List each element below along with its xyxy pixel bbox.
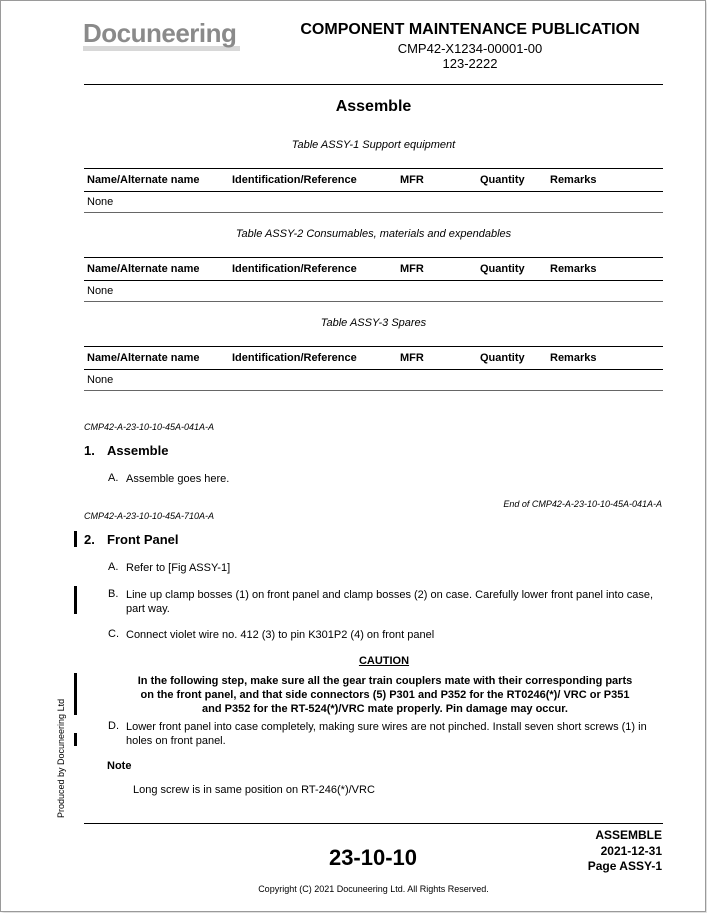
table-row	[84, 370, 663, 390]
col-name: Name/Alternate name	[87, 352, 200, 364]
col-name: Name/Alternate name	[87, 174, 200, 186]
col-remarks: Remarks	[550, 174, 597, 186]
item-letter: C.	[108, 628, 119, 640]
item-text: Line up clamp bosses (1) on front panel and clamp bosses (2) on case. Carefully lower front panel into case, part way.	[126, 589, 654, 615]
table-caption-consumables: Table ASSY-2 Consumables, materials and expendables	[235, 228, 512, 240]
col-remarks: Remarks	[550, 352, 597, 364]
col-quantity: Quantity	[480, 352, 525, 364]
consumables-table	[84, 257, 663, 302]
step-title: Assemble	[107, 443, 169, 458]
item-text: Lower front panel into case completely, making sure wires are not pinched. Install seven short screws (1) in holes on front panel.	[126, 721, 647, 747]
table-cell: None	[87, 285, 114, 297]
data-module-code: CMP42-A-23-10-10-45A-710A-A	[84, 511, 215, 521]
table-header-row	[84, 347, 663, 369]
footer-date: 2021-12-31	[600, 844, 662, 858]
table-cell: None	[87, 374, 114, 386]
company-logo: Docuneering	[83, 18, 237, 48]
table-row	[84, 192, 663, 212]
col-remarks: Remarks	[550, 263, 597, 275]
caution-text: In the following step, make sure all the gear train couplers mate with their corresponding parts on the front panel, and that side connectors (5) P301 and P352 for the RT0246(*)/ VRC or P351 and P352 for the RT-524(*)/VRC mate properly. Pin damage may occur.	[137, 675, 633, 715]
item-letter: A.	[108, 561, 119, 573]
support-equipment-table	[84, 168, 663, 213]
producer-side-text: Produced by Docuneering Ltd	[56, 698, 66, 818]
table-caption-spares: Table ASSY-3 Spares	[320, 317, 427, 329]
col-identification: Identification/Reference	[232, 352, 357, 364]
step-number: 2.	[84, 532, 95, 547]
sub-number: 123-2222	[442, 56, 498, 71]
note-heading: Note	[107, 760, 132, 772]
col-name: Name/Alternate name	[87, 263, 200, 275]
col-identification: Identification/Reference	[232, 263, 357, 275]
item-text: Refer to [Fig ASSY-1]	[126, 562, 231, 574]
data-module-code: CMP42-A-23-10-10-45A-041A-A	[84, 422, 215, 432]
change-bar	[74, 586, 77, 614]
change-bar	[74, 673, 77, 715]
header-divider	[84, 84, 663, 85]
spares-table	[84, 346, 663, 391]
end-of-module: End of CMP42-A-23-10-10-45A-041A-A	[503, 499, 662, 509]
col-quantity: Quantity	[480, 174, 525, 186]
item-letter: D.	[108, 720, 119, 732]
change-bar	[74, 531, 77, 547]
table-caption-support: Table ASSY-1 Support equipment	[291, 139, 456, 151]
item-text: Connect violet wire no. 412 (3) to pin K301P2 (4) on front panel	[126, 629, 435, 641]
footer-page: Page ASSY-1	[587, 859, 662, 873]
change-bar	[74, 733, 77, 746]
item-letter: B.	[108, 588, 119, 600]
footer-section: ASSEMBLE	[595, 828, 662, 842]
table-cell: None	[87, 196, 114, 208]
copyright: Copyright (C) 2021 Docuneering Ltd. All Rights Reserved.	[258, 884, 489, 894]
table-header-row	[84, 169, 663, 191]
col-identification: Identification/Reference	[232, 174, 357, 186]
step-number: 1.	[84, 443, 95, 458]
table-row	[84, 281, 663, 301]
caution-heading: CAUTION	[358, 655, 410, 667]
document-number: CMP42-X1234-00001-00	[397, 41, 543, 56]
item-text: Assemble goes here.	[126, 473, 230, 485]
footer-chapter: 23-10-10	[328, 845, 418, 870]
col-mfr: MFR	[400, 263, 424, 275]
col-mfr: MFR	[400, 352, 424, 364]
section-title: Assemble	[335, 98, 412, 115]
col-mfr: MFR	[400, 174, 424, 186]
footer-divider	[84, 823, 663, 824]
table-header-row	[84, 258, 663, 280]
item-letter: A.	[108, 472, 119, 484]
col-quantity: Quantity	[480, 263, 525, 275]
note-text: Long screw is in same position on RT-246(*)/VRC	[133, 784, 375, 796]
step-title: Front Panel	[107, 532, 179, 547]
publication-title: COMPONENT MAINTENANCE PUBLICATION	[300, 21, 640, 38]
